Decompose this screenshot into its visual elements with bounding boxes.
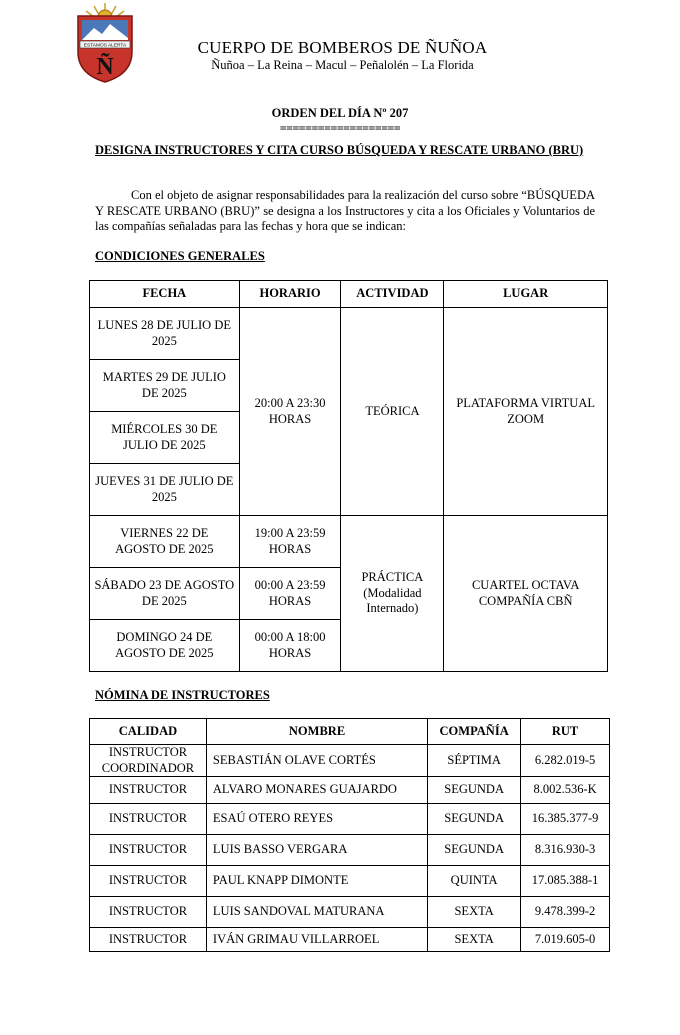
fire-brigade-crest-icon [74,2,136,84]
schedule-cell: 00:00 A 23:59 HORAS [239,568,341,620]
practice-activity-note: (Modalidad Internado) [363,585,422,616]
table-row [90,835,610,866]
role-cell: INSTRUCTOR COORDINADOR [90,745,207,777]
instructors-heading: NÓMINA DE INSTRUCTORES [95,688,270,702]
table-row [90,777,610,804]
schedule-cell: 19:00 A 23:59 HORAS [239,516,341,568]
company-cell: SEGUNDA [428,804,521,835]
table-row [90,516,608,568]
conditions-heading: CONDICIONES GENERALES [95,249,265,263]
rut-cell: 8.002.536-K [521,777,610,804]
company-cell: SEXTA [428,897,521,928]
instructors-table [89,718,610,952]
name-cell: LUIS SANDOVAL MATURANA [206,897,427,928]
table-row [90,866,610,897]
company-cell: SEGUNDA [428,835,521,866]
date-cell: MARTES 29 DE JULIO DE 2025 [90,360,240,412]
theory-activity: TEÓRICA [341,308,444,516]
table-row [90,804,610,835]
intro-paragraph [95,188,595,235]
table-row [90,308,608,360]
table-row [90,897,610,928]
company-cell: SÉPTIMA [428,745,521,777]
table-row [90,745,610,777]
role-cell: INSTRUCTOR [90,928,207,952]
name-cell: IVÁN GRIMAU VILLARROEL [206,928,427,952]
role-cell: INSTRUCTOR [90,835,207,866]
conditions-header-row [90,281,608,308]
table-row [90,928,610,952]
date-cell: SÁBADO 23 DE AGOSTO DE 2025 [90,568,240,620]
name-cell: ESAÚ OTERO REYES [206,804,427,835]
date-cell: LUNES 28 DE JULIO DE 2025 [90,308,240,360]
instructors-header-row [90,719,610,745]
header-actividad: ACTIVIDAD [341,281,444,308]
date-cell: MIÉRCOLES 30 DE JULIO DE 2025 [90,412,240,464]
header-calidad: CALIDAD [90,719,207,745]
conditions-table [89,280,608,672]
role-cell: INSTRUCTOR [90,866,207,897]
rut-cell: 8.316.930-3 [521,835,610,866]
rut-cell: 7.019.605-0 [521,928,610,952]
practice-activity [341,516,444,672]
rut-cell: 17.085.388-1 [521,866,610,897]
org-communes: Ñuñoa – La Reina – Macul – Peñalolén – La Florida [211,58,474,72]
order-separator: =================== [279,121,401,135]
crest-letter: Ñ [96,54,114,80]
practice-activity-label: PRÁCTICA [361,570,424,585]
date-cell: DOMINGO 24 DE AGOSTO DE 2025 [90,620,240,672]
company-cell: SEGUNDA [428,777,521,804]
header-nombre: NOMBRE [206,719,427,745]
header-rut: RUT [521,719,610,745]
role-cell: INSTRUCTOR [90,804,207,835]
crest-motto: ESTAMOS ALERTA [83,43,127,49]
company-cell: SEXTA [428,928,521,952]
order-title: ORDEN DEL DÍA Nº 207 [271,106,409,120]
rut-cell: 16.385.377-9 [521,804,610,835]
name-cell: LUIS BASSO VERGARA [206,835,427,866]
org-name: CUERPO DE BOMBEROS DE ÑUÑOA [197,38,488,57]
header-horario: HORARIO [239,281,341,308]
name-cell: PAUL KNAPP DIMONTE [206,866,427,897]
role-cell: INSTRUCTOR [90,897,207,928]
theory-schedule: 20:00 A 23:30 HORAS [239,308,341,516]
rut-cell: 6.282.019-5 [521,745,610,777]
header-compania: COMPAÑÍA [428,719,521,745]
theory-place: PLATAFORMA VIRTUAL ZOOM [444,308,608,516]
date-cell: JUEVES 31 DE JULIO DE 2025 [90,464,240,516]
order-subject: DESIGNA INSTRUCTORES Y CITA CURSO BÚSQUEDA Y RESCATE URBANO (BRU) [95,143,584,157]
intro-text: Con el objeto de asignar responsabilidades para la realización del curso sobre “BÚSQUEDA Y RESCATE URBANO (BRU)” se designa a los Instructores y cita a los Oficiales y Voluntarios de las compañías señaladas para las fechas y hora que se indican: [95,188,595,233]
schedule-cell: 00:00 A 18:00 HORAS [239,620,341,672]
name-cell: SEBASTIÁN OLAVE CORTÉS [206,745,427,777]
header-lugar: LUGAR [444,281,608,308]
company-cell: QUINTA [428,866,521,897]
practice-place: CUARTEL OCTAVA COMPAÑÍA CBÑ [444,516,608,672]
date-cell: VIERNES 22 DE AGOSTO DE 2025 [90,516,240,568]
header-fecha: FECHA [90,281,240,308]
rut-cell: 9.478.399-2 [521,897,610,928]
name-cell: ALVARO MONARES GUAJARDO [206,777,427,804]
role-cell: INSTRUCTOR [90,777,207,804]
